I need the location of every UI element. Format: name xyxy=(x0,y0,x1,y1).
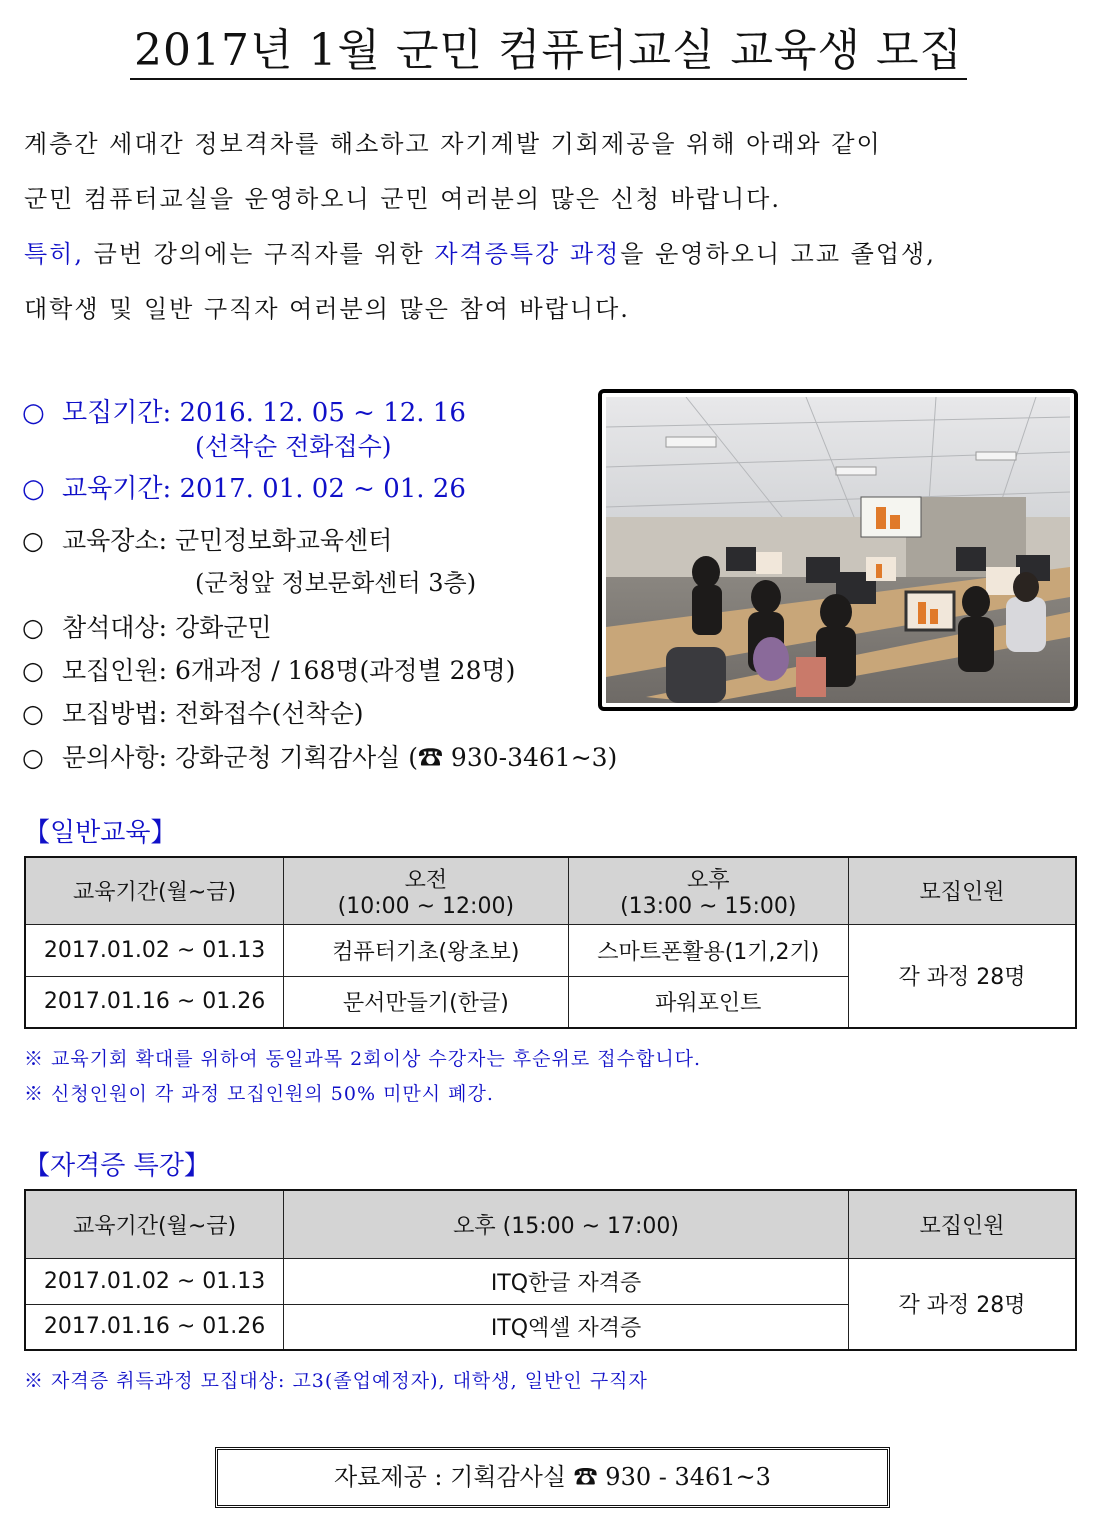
info-place-note: (군청앞 정보문화센터 3층) xyxy=(195,569,477,597)
table-header-row xyxy=(25,1190,1076,1258)
bullet-circle-icon: ○ xyxy=(22,474,45,504)
col-header-am: 오전 (10:00 ~ 12:00) xyxy=(284,857,568,924)
cell-period: 2017.01.02 ~ 01.13 xyxy=(25,1258,284,1304)
general-note-1: ※ 교육기회 확대를 위하여 동일과목 2회이상 수강자는 후순위로 접수합니다. xyxy=(24,1048,702,1070)
general-education-table xyxy=(24,856,1077,1029)
info-target: ○ 참석대상: 강화군민 xyxy=(22,613,272,642)
info-method: ○ 모집방법: 전화접수(선착순) xyxy=(22,699,364,728)
cell-course: ITQ엑셀 자격증 xyxy=(284,1304,849,1350)
info-inquiry: ○ 문의사항: 강화군청 기획감사실 (☎ 930-3461~3) xyxy=(22,743,618,772)
footer-source-text: 자료제공 : 기획감사실 ☎ 930 - 3461~3 xyxy=(334,1463,771,1491)
intro-line-4: 대학생 및 일반 구직자 여러분의 많은 참여 바랍니다. xyxy=(24,295,630,323)
general-note-2: ※ 신청인원이 각 과정 모집인원의 50% 미만시 폐강. xyxy=(24,1083,494,1105)
page-title xyxy=(0,14,1097,78)
intro-line-3 xyxy=(24,234,1074,269)
cell-period: 2017.01.16 ~ 01.26 xyxy=(25,1304,284,1350)
intro-cert-course: 자격증특강 과정 xyxy=(434,240,621,268)
title-text: 2017년 1월 군민 컴퓨터교실 교육생 모집 xyxy=(130,25,967,80)
intro-line-3-d: 을 운영하오니 고교 졸업생, xyxy=(620,240,936,268)
cell-period: 2017.01.16 ~ 01.26 xyxy=(25,976,284,1028)
info-headcount: ○ 모집인원: 6개과정 / 168명(과정별 28명) xyxy=(22,656,516,685)
cert-course-heading: 【자격증 특강】 xyxy=(24,1151,210,1181)
table-row xyxy=(25,1258,1076,1304)
col-header-pm: 오후 (13:00 ~ 15:00) xyxy=(568,857,848,924)
info-edu-period: ○ 교육기간: 2017. 01. 02 ~ 01. 26 xyxy=(22,474,466,504)
info-recruit-period: ○ 모집기간: 2016. 12. 05 ~ 12. 16 xyxy=(22,398,466,428)
cell-period: 2017.01.02 ~ 01.13 xyxy=(25,924,284,976)
general-education-heading: 【일반교육】 xyxy=(24,818,177,848)
col-header-pm: 오후 (15:00 ~ 17:00) xyxy=(284,1190,849,1258)
footer-source-box xyxy=(215,1447,890,1508)
cell-pm-course: 파워포인트 xyxy=(568,976,848,1028)
bullet-circle-icon: ○ xyxy=(22,526,44,555)
bullet-circle-icon: ○ xyxy=(22,398,45,428)
cell-am-course: 컴퓨터기초(왕초보) xyxy=(284,924,568,976)
col-header-period: 교육기간(월~금) xyxy=(25,1190,284,1258)
classroom-photo-illustration xyxy=(606,397,1070,703)
table-header-row xyxy=(25,857,1076,924)
bullet-circle-icon: ○ xyxy=(22,613,44,642)
info-place: ○ 교육장소: 군민정보화교육센터 xyxy=(22,526,393,555)
intro-line-2: 군민 컴퓨터교실을 운영하오니 군민 여러분의 많은 신청 바랍니다. xyxy=(24,185,781,213)
intro-line-1: 계층간 세대간 정보격차를 해소하고 자기계발 기회제공을 위해 아래와 같이 xyxy=(24,130,882,158)
info-recruit-period-note: (선착순 전화접수) xyxy=(195,432,392,461)
bullet-circle-icon: ○ xyxy=(22,656,44,685)
bullet-circle-icon: ○ xyxy=(22,699,44,728)
cell-course: ITQ한글 자격증 xyxy=(284,1258,849,1304)
cell-count: 각 과정 28명 xyxy=(848,1258,1076,1350)
classroom-photo xyxy=(598,389,1078,711)
table-row xyxy=(25,924,1076,976)
cell-am-course: 문서만들기(한글) xyxy=(284,976,568,1028)
bullet-circle-icon: ○ xyxy=(22,743,44,772)
cell-pm-course: 스마트폰활용(1기,2기) xyxy=(568,924,848,976)
cert-note: ※ 자격증 취득과정 모집대상: 고3(졸업예정자), 대학생, 일반인 구직자 xyxy=(24,1370,648,1392)
col-header-count: 모집인원 xyxy=(848,1190,1076,1258)
intro-line-3-b: 금번 강의에는 구직자를 위한 xyxy=(84,240,435,268)
cell-count: 각 과정 28명 xyxy=(849,924,1077,1028)
intro-emphasis: 특히, xyxy=(24,240,84,268)
col-header-count: 모집인원 xyxy=(849,857,1077,924)
col-header-period: 교육기간(월~금) xyxy=(25,857,284,924)
cert-course-table xyxy=(24,1189,1077,1351)
